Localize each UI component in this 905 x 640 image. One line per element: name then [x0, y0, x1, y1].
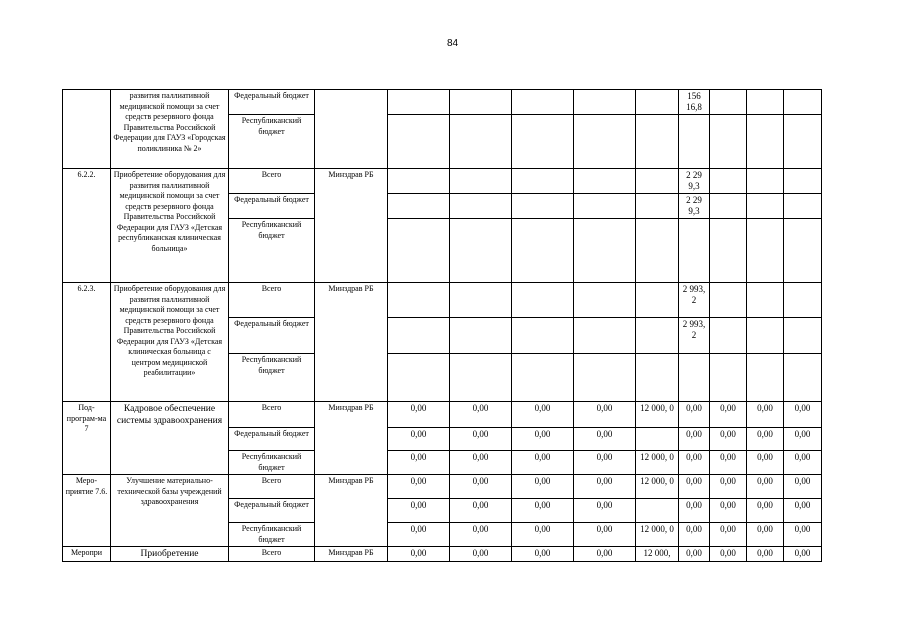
measure-name: Улучшение материально-технической базы учреждений здравоохранения	[111, 475, 229, 547]
amount-cell: 0,00	[747, 547, 784, 562]
source-republic: Республиканский бюджет	[229, 451, 315, 475]
amount-cell: 0,00	[747, 428, 784, 451]
amount-cell: 0,00	[710, 475, 747, 499]
source-republic: Республиканский бюджет	[229, 115, 315, 169]
amount-cell: 12 000,	[636, 547, 679, 562]
amount-cell: 0,00	[784, 523, 822, 547]
source-republic: Республиканский бюджет	[229, 219, 315, 283]
row-code: Меропри	[63, 547, 111, 562]
table-row	[63, 283, 822, 318]
amount-cell: 0,00	[710, 428, 747, 451]
amount-cell: 0,00	[710, 499, 747, 523]
amount-cell: 2 993, 2	[679, 318, 710, 354]
amount-cell: 0,00	[784, 402, 822, 428]
amount-cell: 2 29 9,3	[679, 194, 710, 219]
amount-cell: 0,00	[512, 523, 574, 547]
amount-cell: 0,00	[784, 428, 822, 451]
amount-cell: 0,00	[450, 475, 512, 499]
source-total: Всего	[229, 169, 315, 194]
amount-cell: 12 000, 0	[636, 451, 679, 475]
amount-cell: 0,00	[679, 428, 710, 451]
amount-cell: 0,00	[512, 428, 574, 451]
table-row	[63, 90, 822, 115]
amount-cell: 0,00	[512, 475, 574, 499]
measure-name: Приобретение	[111, 547, 229, 562]
amount-cell: 0,00	[574, 428, 636, 451]
amount-cell: 0,00	[747, 523, 784, 547]
amount-cell: 0,00	[784, 547, 822, 562]
executor: Минздрав РБ	[315, 547, 388, 562]
source-total: Всего	[229, 283, 315, 318]
row-code: Под-програм-ма 7	[63, 402, 111, 475]
amount-cell: 0,00	[710, 523, 747, 547]
amount-cell: 0,00	[574, 499, 636, 523]
amount-cell: 0,00	[679, 523, 710, 547]
amount-cell: 0,00	[450, 547, 512, 562]
budget-table	[62, 89, 822, 562]
amount-cell: 0,00	[450, 428, 512, 451]
measure-name: Приобретение оборудования для развития паллиативной медицинской помощи за счет средств резервного фонда Правительства Российской Федерации для ГАУЗ «Детская клиническая больница с центром медицинской реабилитации»	[111, 283, 229, 402]
amount-cell: 0,00	[388, 475, 450, 499]
amount-cell: 0,00	[574, 451, 636, 475]
executor: Минздрав РБ	[315, 402, 388, 475]
amount-cell: 0,00	[574, 523, 636, 547]
amount-cell: 0,00	[710, 547, 747, 562]
amount-cell: 0,00	[574, 475, 636, 499]
amount-cell: 0,00	[574, 547, 636, 562]
amount-cell: 12 000, 0	[636, 523, 679, 547]
amount-cell: 0,00	[512, 547, 574, 562]
amount-cell: 12 000, 0	[636, 475, 679, 499]
measure-name: развития паллиативной медицинской помощи за счет средств резервного фонда Правительства Российской Федерации для ГАУЗ «Городская поликлиника № 2»	[111, 90, 229, 169]
amount-cell: 0,00	[388, 451, 450, 475]
amount-cell: 0,00	[679, 547, 710, 562]
amount-cell: 0,00	[450, 499, 512, 523]
amount-cell: 0,00	[388, 523, 450, 547]
source-federal: Федеральный бюджет	[229, 194, 315, 219]
amount-cell: 0,00	[784, 499, 822, 523]
amount-cell: 2 29 9,3	[679, 169, 710, 194]
measure-name: Приобретение оборудования для развития паллиативной медицинской помощи за счет средств резервного фонда Правительства Российской Федерации для ГАУЗ «Детская республиканская клиническая больница»	[111, 169, 229, 283]
row-code: 6.2.3.	[63, 283, 111, 402]
amount-cell: 0,00	[450, 523, 512, 547]
measure-name: Кадровое обеспечение системы здравоохранения	[111, 402, 229, 475]
amount-cell: 0,00	[388, 402, 450, 428]
amount-cell: 0,00	[747, 402, 784, 428]
source-republic: Республиканский бюджет	[229, 523, 315, 547]
source-republic: Республиканский бюджет	[229, 354, 315, 402]
table-row	[63, 547, 822, 562]
amount-cell: 0,00	[388, 547, 450, 562]
source-federal: Федеральный бюджет	[229, 90, 315, 115]
amount-cell: 2 993, 2	[679, 283, 710, 318]
amount-cell: 0,00	[388, 499, 450, 523]
amount-cell: 0,00	[679, 451, 710, 475]
amount-cell: 12 000, 0	[636, 402, 679, 428]
table-row	[63, 475, 822, 499]
amount-cell: 0,00	[747, 475, 784, 499]
source-total: Всего	[229, 475, 315, 499]
executor: Минздрав РБ	[315, 475, 388, 547]
amount-cell: 0,00	[512, 499, 574, 523]
amount-cell: 0,00	[450, 402, 512, 428]
source-federal: Федеральный бюджет	[229, 318, 315, 354]
page-number: 84	[446, 38, 459, 49]
amount-cell: 0,00	[679, 499, 710, 523]
table-row	[63, 402, 822, 428]
source-federal: Федеральный бюджет	[229, 499, 315, 523]
row-code: Меро-приятие 7.6.	[63, 475, 111, 547]
executor: Минздрав РБ	[315, 283, 388, 402]
amount-cell: 0,00	[574, 402, 636, 428]
source-total: Всего	[229, 547, 315, 562]
amount-cell: 0,00	[679, 402, 710, 428]
amount-cell: 0,00	[512, 451, 574, 475]
amount-cell: 0,00	[784, 475, 822, 499]
amount-cell: 0,00	[450, 451, 512, 475]
amount-cell: 0,00	[710, 451, 747, 475]
amount-cell: 0,00	[679, 475, 710, 499]
amount-cell: 0,00	[784, 451, 822, 475]
amount-cell: 0,00	[747, 451, 784, 475]
amount-cell: 0,00	[710, 402, 747, 428]
source-total: Всего	[229, 402, 315, 428]
amount-cell: 0,00	[388, 428, 450, 451]
amount-cell: 0,00	[747, 499, 784, 523]
amount-cell: 0,00	[512, 402, 574, 428]
amount-cell: 156 16,8	[679, 90, 710, 115]
executor: Минздрав РБ	[315, 169, 388, 283]
source-federal: Федеральный бюджет	[229, 428, 315, 451]
row-code: 6.2.2.	[63, 169, 111, 283]
table-row	[63, 169, 822, 194]
